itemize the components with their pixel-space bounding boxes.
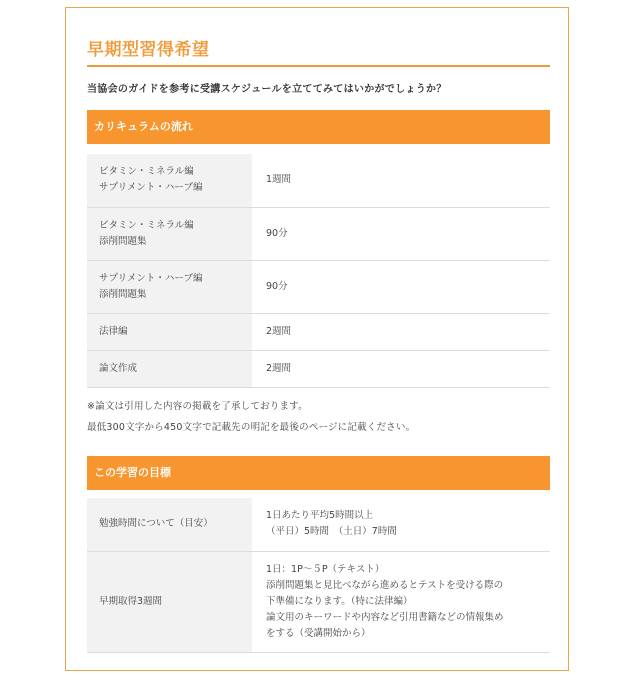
title-divider [87,65,550,67]
page-title: 早期型習得希望 [87,40,210,60]
table-row [87,498,550,551]
row-value: 90分 [252,260,550,313]
row-label: ビタミン・ミネラル編 サプリメント・ハーブ編 [87,154,252,207]
row-value: 2週間 [252,350,550,387]
content-panel [65,7,569,671]
note-text: 最低300文字から450文字で記載先の明記を最後のページに記載ください。 [87,422,416,433]
row-value: 1日あたり平均5時間以上 （平日）5時間 （土日）7時間 [252,498,550,551]
table-row [87,350,550,387]
table-row [87,551,550,652]
intro-text: 当協会のガイドを参考に受講スケジュールを立ててみてはいかがでしょうか？ [87,84,447,95]
row-label: 早期取得3週間 [87,551,252,652]
table-row [87,260,550,313]
curriculum-table [87,154,550,388]
table-row [87,313,550,350]
row-label: ビタミン・ミネラル編 添削問題集 [87,207,252,260]
row-value: 2週間 [252,313,550,350]
section-header-curriculum: カリキュラムの流れ [87,110,550,144]
note-text: ※論文は引用した内容の掲載を了承しております。 [87,401,308,412]
row-label: 勉強時間について（目安） [87,498,252,551]
table-row [87,207,550,260]
row-value: 1週間 [252,154,550,207]
row-value: 90分 [252,207,550,260]
goals-table [87,498,550,653]
section-header-goals: この学習の目標 [87,456,550,490]
row-value: 1日：1P～５P（テキスト） 添削問題集と見比べながら進めるとテストを受ける際の 下準備になります。（特に法律編） 論文用のキーワードや内容など引用書籍などの情報集め をする（受講開始から） [252,551,550,652]
row-label: サプリメント・ハーブ編 添削問題集 [87,260,252,313]
row-label: 法律編 [87,313,252,350]
table-row [87,154,550,207]
row-label: 論文作成 [87,350,252,387]
